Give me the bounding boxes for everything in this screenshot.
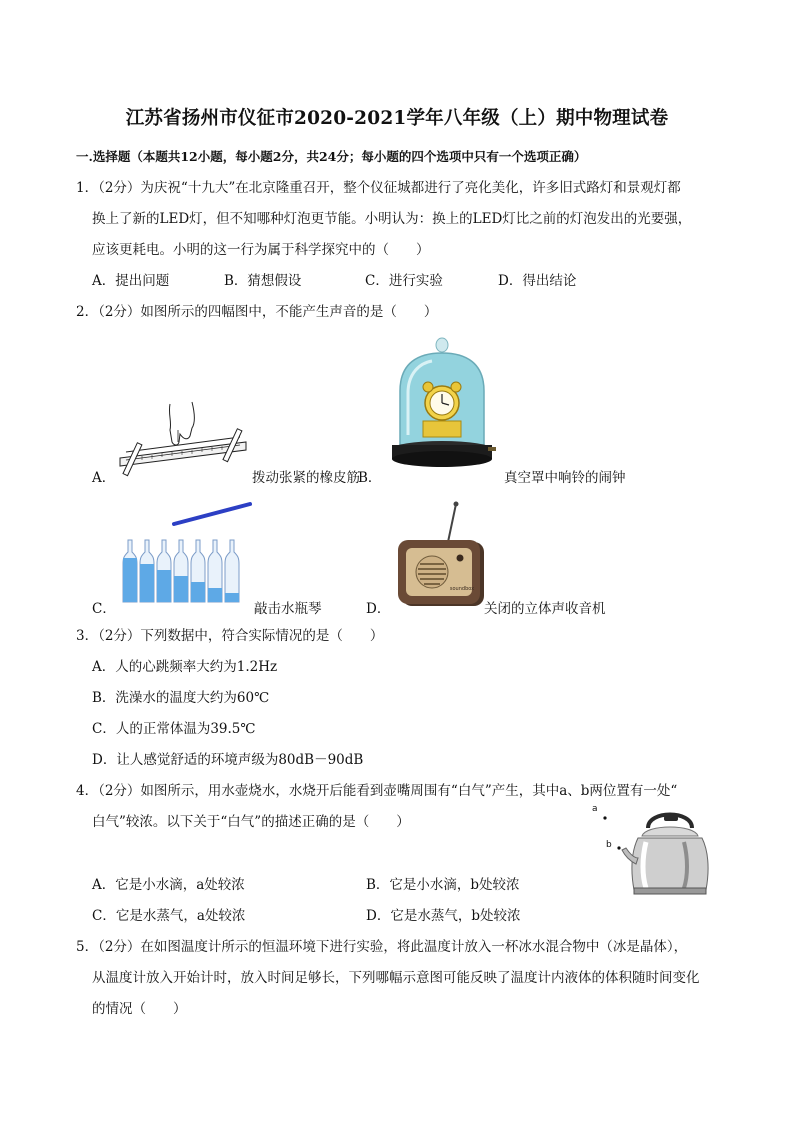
q4-option-c: C．它是水蒸气，a处较浓 (92, 908, 246, 924)
radio-figure (396, 500, 488, 612)
q4-option-a: A．它是小水滴，a处较浓 (92, 877, 245, 893)
q1-line-2: 换上了新的LED灯，但不知哪种灯泡更节能。小明认为：换上的LED灯比之前的灯泡发出的光要强， (92, 211, 692, 227)
q1-option-b: B．猜想假设 (224, 273, 302, 289)
q2-c-caption: 敲击水瓶琴 (254, 601, 322, 617)
bell-jar-alarm-clock-figure (388, 335, 498, 471)
q5-line-3: 的情况（ ） (92, 1001, 187, 1017)
q2-d-caption: 关闭的立体声收音机 (484, 601, 606, 617)
q3-option-b: B．洗澡水的温度大约为60℃ (92, 690, 270, 706)
q2-stem: 2．（2分）如图所示的四幅图中，不能产生声音的是（ ） (76, 304, 438, 320)
q3-stem: 3．（2分）下列数据中，符合实际情况的是（ ） (76, 628, 384, 644)
q1-option-d: D．得出结论 (498, 273, 577, 289)
q1-line-3: 应该更耗电。小明的这一行为属于科学探究中的（ ） (92, 242, 430, 258)
q3-option-a: A．人的心跳频率大约为1.2Hz (92, 659, 278, 675)
q5-line-2: 从温度计放入开始计时，放入时间足够长，下列哪幅示意图可能反映了温度计内液体的体积随时间变化 (92, 970, 700, 986)
q2-b-caption: 真空罩中响铃的闹钟 (504, 470, 626, 486)
q2-c-letter: C． (92, 601, 116, 617)
q2-b-letter: B． (358, 470, 382, 486)
radio-brand-label: soundbox (449, 586, 475, 592)
q4-line-1: 4．（2分）如图所示，用水壶烧水，水烧开后能看到壶嘴周围有“白气”产生，其中a、b两位置有一处“ (76, 783, 678, 799)
q2-a-caption: 拨动张紧的橡皮筋 (252, 470, 360, 486)
q1-option-c: C．进行实验 (365, 273, 443, 289)
q4-option-d: D．它是水蒸气，b处较浓 (366, 908, 521, 924)
q1-option-a: A．提出问题 (92, 273, 170, 289)
q3-option-c: C．人的正常体温为39.5℃ (92, 721, 256, 737)
q4-option-b: B．它是小水滴，b处较浓 (366, 877, 520, 893)
kettle-label-b: b (606, 840, 612, 850)
q1-line-1: 1．（2分）为庆祝“十九大”在北京隆重召开，整个仪征城都进行了亮化美化，许多旧式路灯和景观灯都 (76, 180, 681, 196)
kettle-figure (586, 798, 712, 902)
kettle-label-a: a (592, 804, 598, 814)
exam-title: 江苏省扬州市仪征市2020-2021学年八年级（上）期中物理试卷 (125, 108, 669, 129)
q2-a-letter: A． (92, 470, 116, 486)
q5-line-1: 5．（2分）在如图温度计所示的恒温环境下进行实验，将此温度计放入一杯冰水混合物中（冰是晶体）， (76, 939, 688, 955)
q4-line-2: 白气”较浓。以下关于“白气”的描述正确的是（ ） (92, 814, 410, 830)
water-bottle-xylophone-figure (118, 500, 254, 606)
q3-option-d: D．让人感觉舒适的环境声级为80dB－90dB (92, 752, 364, 768)
section-heading: 一.选择题（本题共12小题，每小题2分，共24分；每小题的四个选项中只有一个选项正确） (76, 149, 587, 164)
rubber-band-ruler-figure (112, 400, 252, 490)
q2-d-letter: D． (366, 601, 391, 617)
